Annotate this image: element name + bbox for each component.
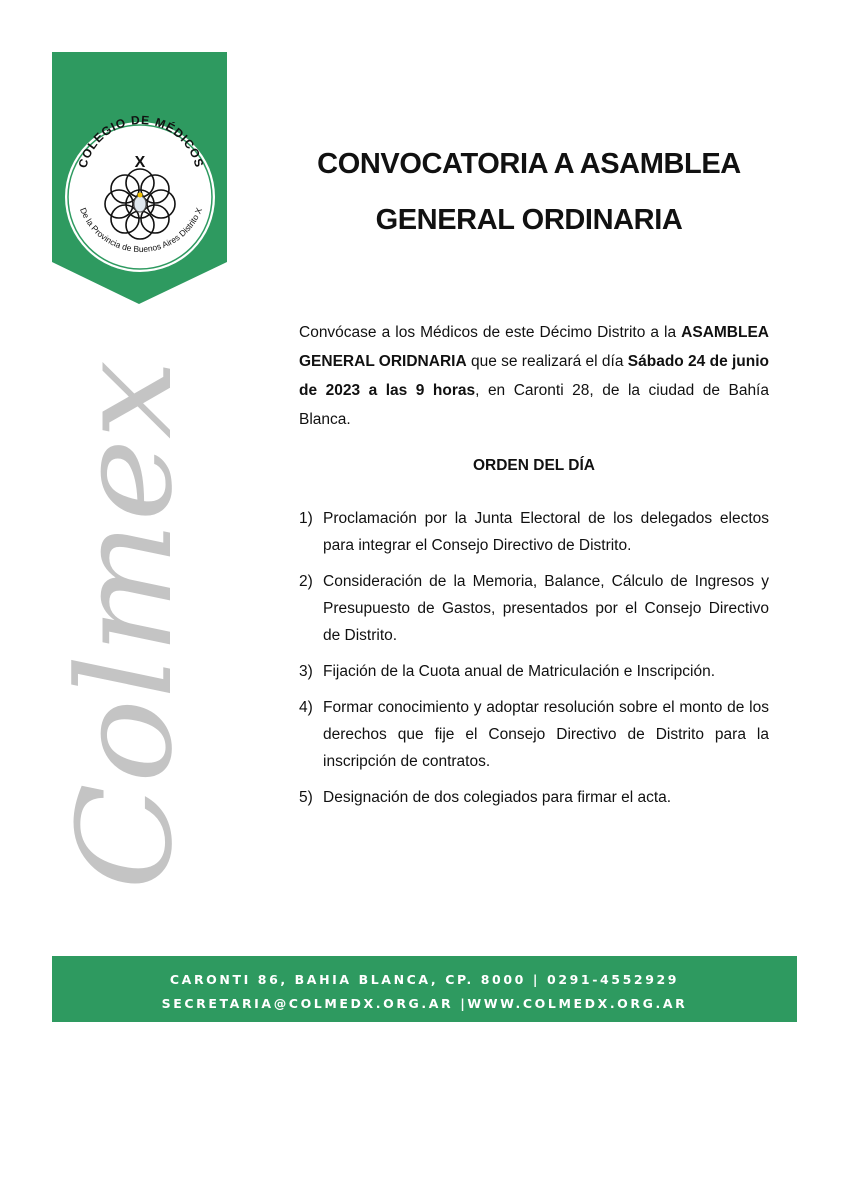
agenda-item — [299, 568, 769, 649]
assembly-name: ASAMBLEA GENERAL ORIDNARIA — [299, 324, 769, 370]
agenda-list — [299, 505, 769, 820]
agenda-item-text: Fijación de la Cuota anual de Matriculación e Inscripción. — [323, 663, 716, 680]
title-line-2: GENERAL ORDINARIA — [375, 204, 683, 236]
logo-mark: X — [134, 154, 146, 171]
page-title — [290, 136, 768, 248]
agenda-item-text: Consideración de la Memoria, Balance, Cálculo de Ingresos y Presupuesto de Gastos, presentados por el Consejo Directivo de Distrito. — [323, 573, 769, 644]
agenda-item-text: Designación de dos colegiados para firmar el acta. — [323, 789, 672, 806]
agenda-item-number: 3) — [299, 663, 313, 680]
intro-text-3: , en Caronti 28, de la ciudad de Bahía Blanca. — [299, 382, 769, 428]
agenda-item — [299, 694, 769, 775]
assembly-date: Sábado 24 de junio de 2023 a las 9 horas — [299, 353, 770, 399]
agenda-item — [299, 658, 769, 685]
agenda-heading: ORDEN DEL DÍA — [472, 457, 595, 474]
agenda-item-number: 5) — [299, 789, 313, 806]
intro-text-2: que se realizará el día — [466, 353, 628, 370]
intro-paragraph — [299, 318, 769, 434]
agenda-item — [299, 505, 769, 559]
agenda-item-number: 1) — [299, 510, 313, 527]
colmex-watermark — [49, 350, 201, 890]
logo-top-text: COLEGIO DE MÉDICOS — [75, 112, 207, 170]
colegio-logo — [52, 52, 227, 304]
watermark-text: Colmex — [49, 397, 201, 890]
logo-banner — [52, 52, 227, 304]
footer-contact: SECRETARIA@COLMEDX.ORG.AR |WWW.COLMEDX.ORG.AR — [161, 996, 688, 1011]
footer-address: CARONTI 86, BAHIA BLANCA, CP. 8000 | 0291-4552929 — [169, 972, 680, 987]
agenda-item-text: Proclamación por la Junta Electoral de los delegados electos para integrar el Consejo Directivo de Distrito. — [323, 510, 769, 554]
agenda-item — [299, 784, 769, 811]
title-line-1: CONVOCATORIA A ASAMBLEA — [317, 148, 741, 180]
agenda-item-number: 4) — [299, 699, 313, 716]
agenda-item-number: 2) — [299, 573, 313, 590]
agenda-item-text: Formar conocimiento y adoptar resolución sobre el monto de los derechos que fije el Consejo Directivo de Distrito para la inscripción de contratos. — [323, 699, 769, 770]
contact-footer — [52, 956, 797, 1022]
intro-text-1: Convócase a los Médicos de este Décimo Distrito a la — [299, 324, 682, 341]
logo-bottom-text: De la Provincia de Buenos Aires Distrito X — [78, 206, 204, 255]
